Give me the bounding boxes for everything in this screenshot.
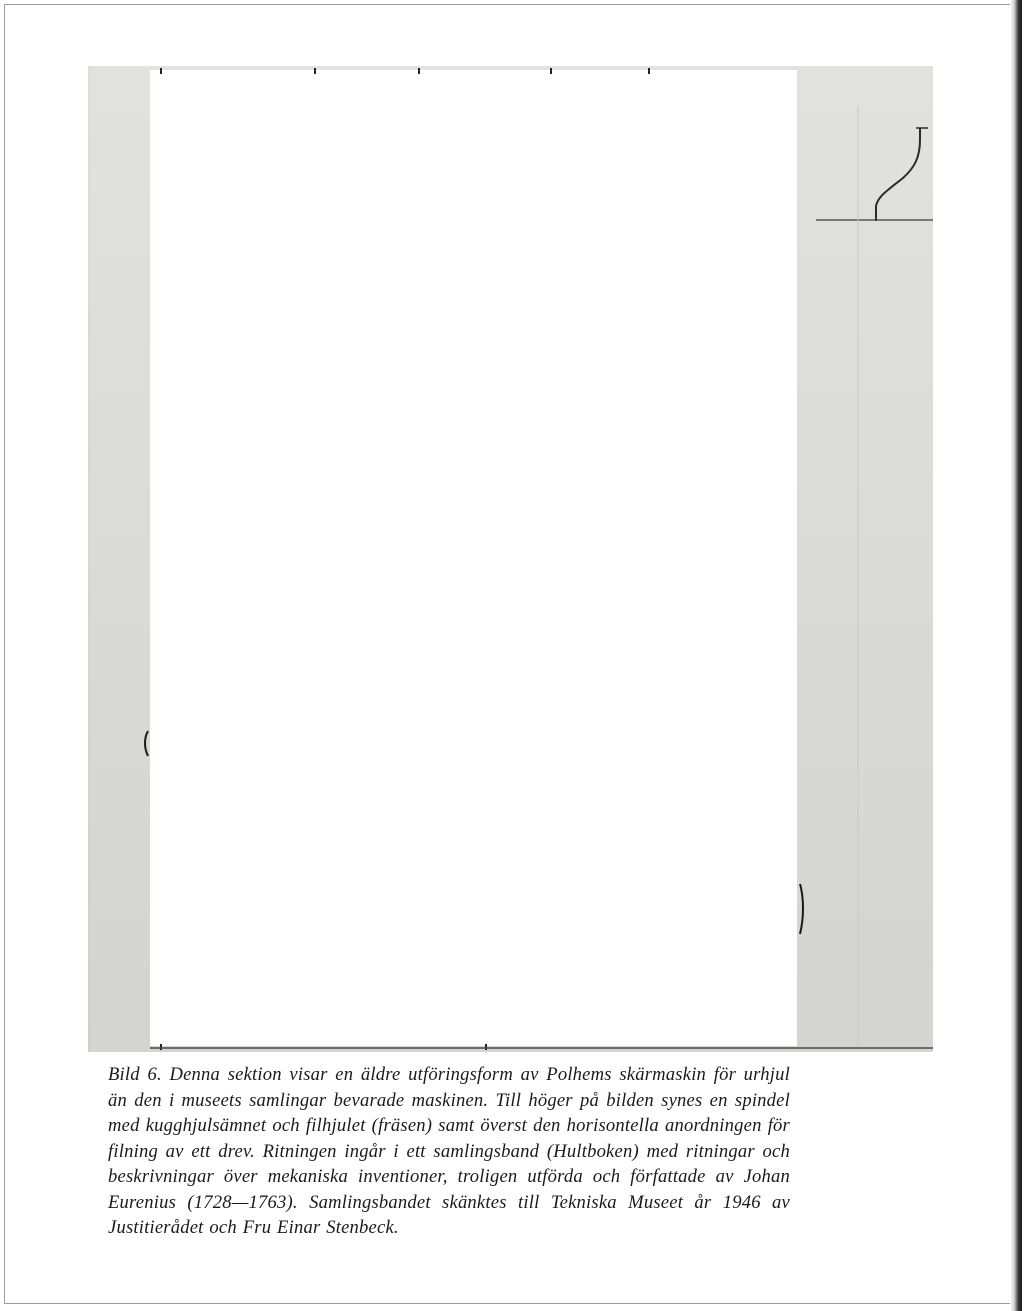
scan-edge [1010,0,1022,1311]
drawing-lines [88,66,933,1052]
right-arc-mark [800,884,803,934]
drawing-plate [88,66,933,1052]
left-arc-mark [145,731,148,756]
profile-curve [876,128,920,221]
figure-caption: Bild 6. Denna sektion visar en äldre utföringsform av Polhems skärmaskin för urhjul än den i museets samlingar bevarade maskinen. Till höger på bilden synes en spindel med kugghjulsämnet och filhjulet (fräsen) samt överst den horisontella anordningen för filning av ett drev. Ritningen ingår i ett samlingsband (Hultboken) med ritningar och beskrivningar över mekaniska inventioner, troligen utförda och författade av Johan Eurenius (1728—1763). Samlingsbandet skänktes till Tekniska Museet år 1946 av Justitierådet och Fru Einar Stenbeck. [108,1064,790,1238]
